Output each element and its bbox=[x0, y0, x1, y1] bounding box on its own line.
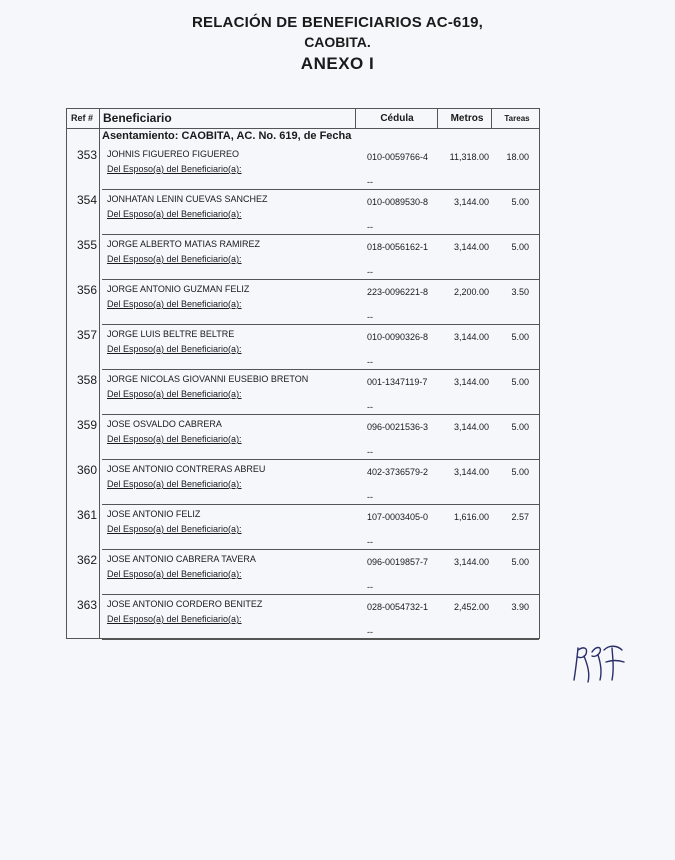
header-tareas: Tareas bbox=[504, 114, 530, 123]
row-separator bbox=[102, 459, 539, 460]
row-tareas: 18.00 bbox=[506, 152, 529, 162]
row-ref: 360 bbox=[76, 463, 97, 477]
table-row bbox=[67, 507, 539, 552]
row-cedula: 010-0090326-8 bbox=[367, 332, 429, 342]
row-spouse-cedula-dash: -- bbox=[367, 402, 373, 412]
table-row bbox=[67, 597, 539, 642]
row-ref: 355 bbox=[76, 238, 97, 252]
row-beneficiary-name: JORGE ALBERTO MATIAS RAMIREZ bbox=[107, 239, 261, 249]
row-spouse-label: Del Esposo(a) del Beneficiario(a): bbox=[107, 614, 242, 624]
row-beneficiary-name: JORGE NICOLAS GIOVANNI EUSEBIO BRETON bbox=[107, 374, 309, 384]
table-row bbox=[67, 417, 539, 462]
row-spouse-label: Del Esposo(a) del Beneficiario(a): bbox=[107, 524, 242, 534]
row-spouse-label: Del Esposo(a) del Beneficiario(a): bbox=[107, 344, 242, 354]
table-row bbox=[67, 372, 539, 417]
row-spouse-cedula-dash: -- bbox=[367, 177, 373, 187]
row-metros: 3,144.00 bbox=[453, 467, 489, 477]
row-metros: 3,144.00 bbox=[453, 422, 489, 432]
row-separator bbox=[102, 324, 539, 325]
row-spouse-label: Del Esposo(a) del Beneficiario(a): bbox=[107, 434, 242, 444]
row-separator bbox=[102, 594, 539, 595]
table-row bbox=[67, 147, 539, 192]
row-separator bbox=[102, 369, 539, 370]
row-metros: 2,452.00 bbox=[453, 602, 489, 612]
table-row bbox=[67, 282, 539, 327]
document-title-line1: RELACIÓN DE BENEFICIARIOS AC-619, bbox=[191, 14, 484, 31]
row-spouse-label: Del Esposo(a) del Beneficiario(a): bbox=[107, 254, 242, 264]
row-separator bbox=[102, 639, 539, 640]
row-spouse-cedula-dash: -- bbox=[367, 357, 373, 367]
row-metros: 3,144.00 bbox=[453, 557, 489, 567]
row-tareas: 3.90 bbox=[511, 602, 529, 612]
row-metros: 1,616.00 bbox=[453, 512, 489, 522]
row-spouse-cedula-dash: -- bbox=[367, 267, 373, 277]
header-beneficiario: Beneficiario bbox=[103, 111, 172, 125]
row-tareas: 5.00 bbox=[511, 332, 529, 342]
row-spouse-cedula-dash: -- bbox=[367, 582, 373, 592]
row-spouse-cedula-dash: -- bbox=[367, 492, 373, 502]
table-header-row bbox=[67, 109, 539, 129]
row-ref: 356 bbox=[76, 283, 97, 297]
row-metros: 3,144.00 bbox=[453, 332, 489, 342]
row-separator bbox=[102, 549, 539, 550]
row-ref: 358 bbox=[76, 373, 97, 387]
row-tareas: 2.57 bbox=[511, 512, 529, 522]
row-spouse-label: Del Esposo(a) del Beneficiario(a): bbox=[107, 209, 242, 219]
row-cedula: 107-0003405-0 bbox=[367, 512, 429, 522]
table-row bbox=[67, 192, 539, 237]
table-row bbox=[67, 462, 539, 507]
row-metros: 11,318.00 bbox=[449, 152, 489, 162]
row-cedula: 028-0054732-1 bbox=[367, 602, 429, 612]
row-separator bbox=[102, 504, 539, 505]
row-ref: 363 bbox=[76, 598, 97, 612]
row-spouse-label: Del Esposo(a) del Beneficiario(a): bbox=[107, 569, 242, 579]
row-spouse-cedula-dash: -- bbox=[367, 312, 373, 322]
row-tareas: 5.00 bbox=[511, 467, 529, 477]
row-ref: 361 bbox=[76, 508, 97, 522]
row-beneficiary-name: JOHNIS FIGUEREO FIGUEREO bbox=[107, 149, 240, 159]
row-tareas: 5.00 bbox=[511, 242, 529, 252]
row-metros: 3,144.00 bbox=[453, 377, 489, 387]
beneficiaries-table bbox=[66, 108, 540, 639]
row-spouse-cedula-dash: -- bbox=[367, 222, 373, 232]
row-metros: 3,144.00 bbox=[453, 197, 489, 207]
row-spouse-label: Del Esposo(a) del Beneficiario(a): bbox=[107, 479, 242, 489]
column-divider-metros bbox=[437, 109, 438, 128]
column-divider-tareas bbox=[491, 109, 492, 128]
table-row bbox=[67, 327, 539, 372]
row-separator bbox=[102, 189, 539, 190]
row-separator bbox=[102, 234, 539, 235]
signature-initials bbox=[568, 640, 628, 686]
row-tareas: 5.00 bbox=[511, 557, 529, 567]
row-ref: 353 bbox=[76, 148, 97, 162]
row-beneficiary-name: JOSE OSVALDO CABRERA bbox=[107, 419, 222, 429]
row-separator bbox=[102, 279, 539, 280]
row-ref: 362 bbox=[76, 553, 97, 567]
row-separator bbox=[102, 414, 539, 415]
row-beneficiary-name: JONHATAN LENIN CUEVAS SANCHEZ bbox=[107, 194, 268, 204]
row-cedula: 010-0059766-4 bbox=[367, 152, 429, 162]
document-title-annex: ANEXO I bbox=[300, 54, 375, 73]
row-beneficiary-name: JOSE ANTONIO CONTRERAS ABREU bbox=[107, 464, 266, 474]
row-spouse-cedula-dash: -- bbox=[367, 537, 373, 547]
row-spouse-cedula-dash: -- bbox=[367, 447, 373, 457]
document-title-line2: CAOBITA. bbox=[304, 34, 371, 50]
row-tareas: 5.00 bbox=[511, 377, 529, 387]
row-beneficiary-name: JOSE ANTONIO FELIZ bbox=[107, 509, 201, 519]
row-ref: 354 bbox=[76, 193, 97, 207]
row-cedula: 096-0021536-3 bbox=[367, 422, 429, 432]
row-beneficiary-name: JORGE LUIS BELTRE BELTRE bbox=[107, 329, 235, 339]
table-row bbox=[67, 552, 539, 597]
row-ref: 359 bbox=[76, 418, 97, 432]
row-cedula: 001-1347119-7 bbox=[367, 377, 428, 387]
asentamiento-label: Asentamiento: CAOBITA, AC. No. 619, de Fecha bbox=[102, 130, 352, 142]
row-ref: 357 bbox=[76, 328, 97, 342]
row-cedula: 402-3736579-2 bbox=[367, 467, 429, 477]
row-tareas: 5.00 bbox=[511, 197, 529, 207]
column-divider-cedula bbox=[355, 109, 356, 128]
table-row bbox=[67, 237, 539, 282]
row-spouse-cedula-dash: -- bbox=[367, 627, 373, 637]
header-metros: Metros bbox=[450, 113, 484, 124]
header-cedula: Cédula bbox=[380, 113, 414, 124]
row-cedula: 096-0019857-7 bbox=[367, 557, 429, 567]
row-cedula: 223-0096221-8 bbox=[367, 287, 429, 297]
row-cedula: 018-0056162-1 bbox=[367, 242, 429, 252]
row-beneficiary-name: JOSE ANTONIO CABRERA TAVERA bbox=[107, 554, 256, 564]
row-beneficiary-name: JORGE ANTONIO GUZMAN FELIZ bbox=[107, 284, 250, 294]
row-spouse-label: Del Esposo(a) del Beneficiario(a): bbox=[107, 299, 242, 309]
row-spouse-label: Del Esposo(a) del Beneficiario(a): bbox=[107, 164, 242, 174]
row-spouse-label: Del Esposo(a) del Beneficiario(a): bbox=[107, 389, 242, 399]
row-metros: 3,144.00 bbox=[453, 242, 489, 252]
row-metros: 2,200.00 bbox=[453, 287, 489, 297]
row-cedula: 010-0089530-8 bbox=[367, 197, 429, 207]
row-tareas: 3.50 bbox=[511, 287, 529, 297]
row-beneficiary-name: JOSE ANTONIO CORDERO BENITEZ bbox=[107, 599, 263, 609]
row-tareas: 5.00 bbox=[511, 422, 529, 432]
header-ref: Ref # bbox=[70, 113, 93, 123]
